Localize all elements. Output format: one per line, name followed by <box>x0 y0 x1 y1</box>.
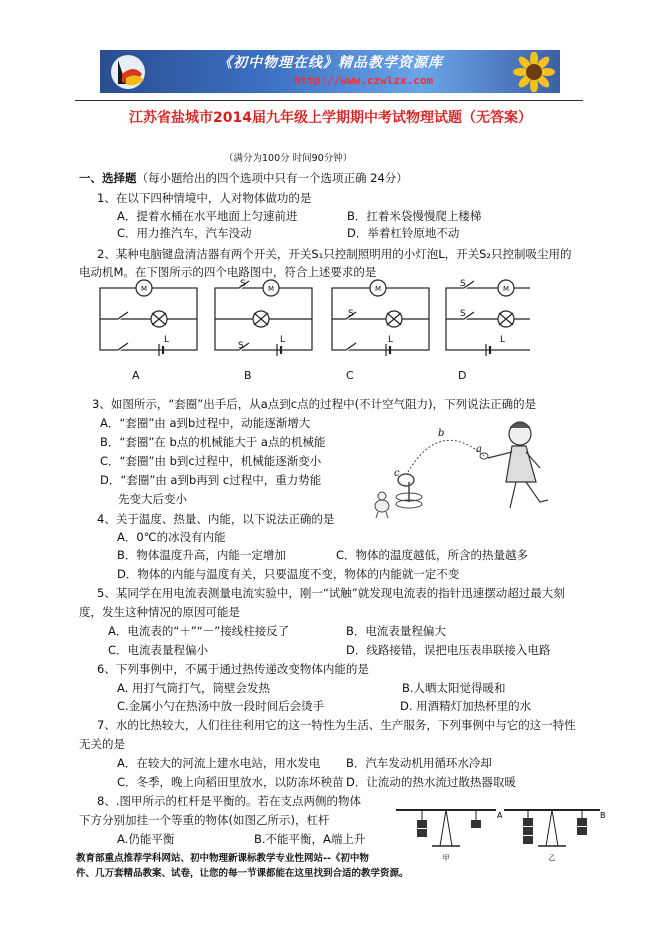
q7-stem-line2: 无关的是 <box>79 737 125 751</box>
circuit-label-d: D <box>458 369 467 382</box>
q1-option-d: D．举着杠铃原地不动 <box>347 226 460 240</box>
q2-circuit-diagrams <box>90 278 530 360</box>
circuit-label-b: B <box>244 369 252 382</box>
q1-option-b: B．扛着米袋慢慢爬上楼梯 <box>347 209 482 223</box>
q5-option-a: A．电流表的“＋”“－”接线柱接反了 <box>108 624 290 638</box>
q6-stem: 6、下列事例中，不属于通过热传递改变物体内能的是 <box>97 662 369 676</box>
q6-option-b: B.人晒太阳觉得暖和 <box>402 681 506 695</box>
switch-label: S <box>460 279 466 289</box>
q5-option-b: B．电流表量程偏大 <box>346 624 446 638</box>
q8-stem-line1: 8、.图甲所示的杠杆是平衡的。若在支点两侧的物体 <box>97 794 361 808</box>
q4-stem: 4、关于温度、热量、内能，以下说法正确的是 <box>97 512 335 526</box>
circuit-a <box>100 280 197 356</box>
header-banner <box>100 50 560 93</box>
fig8-caption-jia: 甲 <box>442 854 450 862</box>
banner-title: 《初中物理在线》精品教学资源库 <box>218 55 443 71</box>
header-rule <box>75 100 583 101</box>
motor-label: M <box>374 285 382 293</box>
fig3-point-c: c <box>394 468 400 479</box>
q8-option-b: B.不能平衡，A端上升 <box>254 832 366 846</box>
q1-option-a: A．提着水桶在水平地面上匀速前进 <box>117 209 298 223</box>
switch-label: S <box>460 309 466 319</box>
girl-figure <box>488 422 548 508</box>
q7-option-c: C．冬季，晚上向稻田里放水，以防冻坏秧苗 <box>117 775 344 789</box>
lever-figure-yi <box>496 796 608 866</box>
exam-info: （满分为100分 时间90分钟） <box>224 153 353 164</box>
switch-label: S <box>240 279 246 289</box>
toy-figure <box>375 492 389 518</box>
section-note: （每小题给出的四个选项中只有一个选项正确 24分） <box>136 171 408 185</box>
q6-option-a: A. 用打气筒打气，筒壁会发热 <box>117 681 270 695</box>
q7-option-d: D．让流动的热水流过散热器取暖 <box>346 775 516 789</box>
q7-stem-line1: 7、水的比热较大，人们往往利用它的这一特性为生活、生产服务，下列事例中与它的这一特性 <box>97 718 576 732</box>
q1-stem: 1、在以下四种情境中，人对物体做功的是 <box>97 191 312 205</box>
sunflower-image <box>504 52 558 92</box>
q3-option-b: B．“套圈”在 b点的机械能大于 a点的机械能 <box>100 435 326 449</box>
circuit-label-c: C <box>346 369 354 382</box>
q3-option-a: A．“套圈”由 a到b过程中，动能逐渐增大 <box>100 416 311 430</box>
page-footer <box>76 851 409 881</box>
switch-label: S <box>238 341 244 351</box>
site-logo <box>104 52 150 92</box>
q6-option-d: D. 用酒精灯加热杯里的水 <box>400 699 532 713</box>
page-title: 江苏省盐城市2014届九年级上学期期中考试物理试题（无答案） <box>129 110 532 126</box>
q4-option-b: B．物体温度升高，内能一定增加 <box>117 548 286 562</box>
banner-url: http://www.czwlzx.com <box>294 74 434 87</box>
section-heading <box>79 170 408 186</box>
q1-option-c: C．用力推汽车，汽车没动 <box>117 226 252 240</box>
q5-stem-line1: 5、某同学在用电流表测量电流实验中，刚一“试触”就发现电流表的指针迅速摆动超过最大刻 <box>97 586 565 600</box>
q3-option-d: D．“套圈”由 a到b再到 c过程中，重力势能 <box>100 473 322 487</box>
circuit-b <box>215 280 312 356</box>
fig8-label-b: B <box>600 811 606 820</box>
lamp-label: L <box>388 335 394 345</box>
q8-option-a: A.仍能平衡 <box>117 832 175 846</box>
lamp-label: L <box>280 335 286 345</box>
q4-option-a: A．0℃的冰没有内能 <box>117 530 226 544</box>
q4-option-c: C．物体的温度越低，所含的热量越多 <box>336 548 529 562</box>
q2-stem-line2: 电动机M。在下图所示的四个电路图中，符合上述要求的是 <box>79 265 377 279</box>
fig8-caption-yi: 乙 <box>548 854 556 862</box>
motor-label: M <box>267 285 275 293</box>
q4-option-d: D．物体的内能与温度有关，只要温度不变，物体的内能就一定不变 <box>117 567 460 581</box>
footer-line1: 教育部重点推荐学科网站、初中物理新课标教学专业性网站--《初中物 <box>76 853 369 864</box>
circuit-label-a: A <box>132 369 140 382</box>
fig8-label-a: A <box>497 811 503 820</box>
motor-label: M <box>140 285 148 293</box>
lamp-label: L <box>164 335 170 345</box>
q6-option-c: C.金属小勺在热汤中放一段时间后会烫手 <box>117 699 325 713</box>
switch-label: S <box>348 309 354 319</box>
q3-option-d-cont: 先变大后变小 <box>118 492 187 506</box>
q5-option-c: C．电流表量程偏小 <box>108 643 209 657</box>
q5-option-d: D．线路接错，误把电压表串联接入电路 <box>346 643 551 657</box>
circuit-d <box>446 280 530 356</box>
q3-option-c: C．“套圈”由 b到c过程中，机械能逐渐变小 <box>100 454 322 468</box>
q3-stem: 3、如图所示，“套圈”出手后，从a点到c点的过程中(不计空气阻力)，下列说法正确的是 <box>92 397 537 411</box>
q8-stem-line2: 下方分别加挂一个等重的物体(如图乙所示)，杠杆 <box>79 813 330 827</box>
lamp-label: L <box>500 335 506 345</box>
ring-toss-illustration <box>360 412 560 522</box>
fig3-point-b: b <box>438 428 445 439</box>
q7-option-a: A．在较大的河流上建水电站，用水发电 <box>117 756 321 770</box>
motor-label: M <box>502 285 510 293</box>
q2-stem-line1: 2、某种电脑键盘清洁器有两个开关，开关S₁只控制照明用的小灯泡L，开关S₂只控制吸尘用的 <box>97 247 572 261</box>
section-title: 一、选择题 <box>79 171 137 185</box>
q5-stem-line2: 度，发生这种情况的原因可能是 <box>79 605 240 619</box>
footer-line2: 件、几万套精品教案、试卷，让您的每一节课都能在这里找到合适的教学资源。 <box>76 868 409 879</box>
q7-option-b: B．汽车发动机用循环水冷却 <box>346 756 492 770</box>
fig3-point-a: a <box>476 444 482 455</box>
